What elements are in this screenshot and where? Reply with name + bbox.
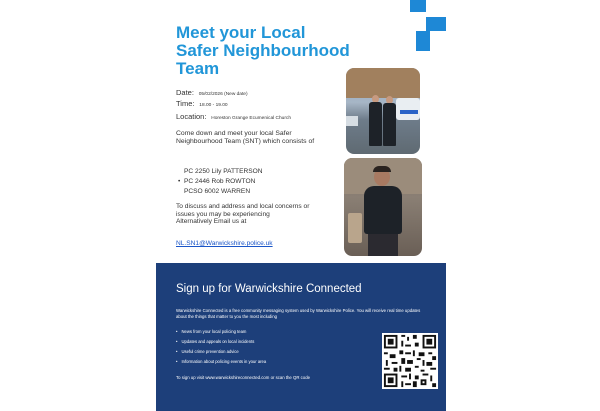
email-intro: Alternatively Email us at [176, 218, 247, 226]
discuss-line: To discuss and address and local concerns or issues you may be experiencing [176, 203, 310, 218]
poster [156, 0, 446, 411]
location-value: Horeston Grange Ecumenical Church [211, 116, 291, 121]
email-link[interactable]: NL.SN1@Warwickshire.police.uk [176, 240, 273, 247]
time-label: Time: [176, 99, 195, 108]
signup-panel [156, 263, 446, 411]
time-value: 18.00 - 19.00 [199, 103, 228, 108]
date-label: Date: [176, 88, 194, 97]
warwickshire-police-logo-icon [410, 0, 446, 54]
signup-instructions: To sign up visit www.warwickshireconnected.com or scan the QR code [176, 375, 310, 380]
intro-text: Come down and meet your local Safer Neighbourhood Team (SNT) which consists of [176, 130, 315, 145]
date-row [176, 88, 248, 97]
pcso-photo [344, 158, 422, 256]
location-label: Location: [176, 112, 207, 121]
signup-heading: Sign up for Warwickshire Connected [176, 283, 362, 295]
member-item: PCSO 6002 WARREN [184, 187, 251, 195]
title-line-3: Team [176, 59, 220, 78]
qr-code-icon[interactable] [382, 333, 438, 389]
time-row [176, 99, 228, 108]
list-item: • Useful crime prevention advice [176, 347, 266, 357]
list-item: • News from your local policing team [176, 327, 266, 337]
team-members-list [176, 167, 263, 196]
title-line-2: Safer Neighbourhood [176, 41, 350, 60]
title-line-1: Meet your Local [176, 23, 306, 42]
list-item: • Updates and appeals on local incidents [176, 337, 266, 347]
discuss-text [176, 203, 316, 226]
list-item: • Information about policing events in your area [176, 357, 266, 367]
member-item: PC 2250 Lily PATTERSON [184, 168, 263, 175]
location-row [176, 112, 291, 121]
signup-bullets [176, 327, 266, 367]
date-value: 05/02/2026 (New date) [198, 92, 248, 97]
officers-photo [346, 68, 420, 154]
member-item: • PC 2446 Rob ROWTON [176, 177, 263, 187]
signup-description: Warwickshire Connected is a free community messaging system used by Warwickshire Police. You will receive real time updates about the things that matter to you the most including [176, 308, 421, 319]
